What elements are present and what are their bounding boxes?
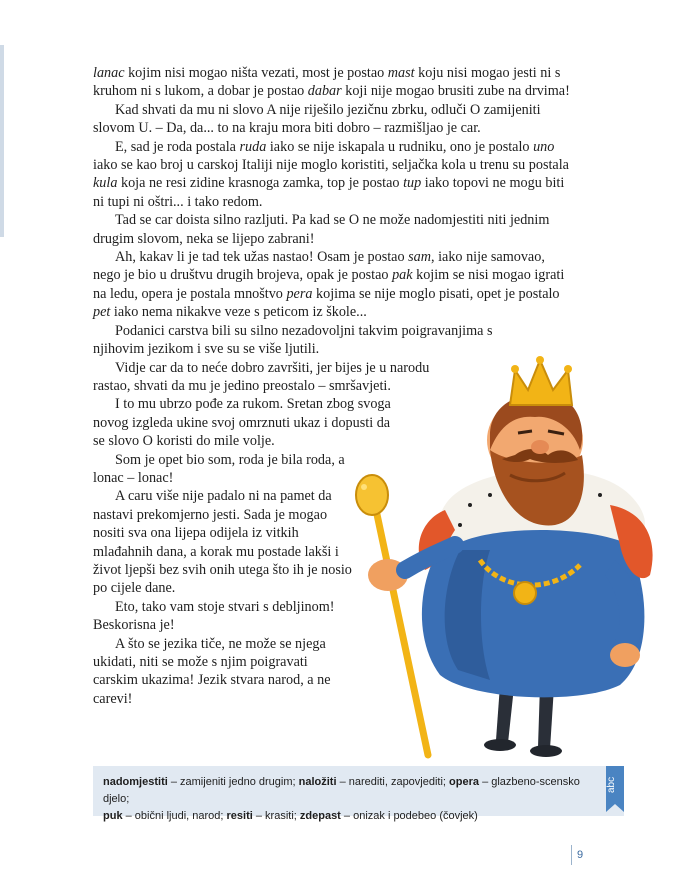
paragraph-8: I to mu ubrzo pođe za rukom. Sretan zbog svoga novog izgleda ukine svoj omrznuti ukaz i dopusti da se slovo O koristi do mile volje.: [93, 396, 391, 450]
paragraph-12: A što se jezika tiče, ne može se njega ukidati, niti se može s njim poigravati carskim ukazima! Jezik stvara narod, a ne carevi!: [93, 635, 331, 707]
king-illustration: [350, 355, 676, 765]
paragraph-3: E, sad je roda postala ruda iako se nije iskapala u rudniku, ono je postalo uno iako se kao broj u carskoj Italiji nije moglo koristiti, seljačka kola u trenu su postala kula koja ne resi zidine krasnoga zamka, top je postao tup iako topovi ne mogu biti ni tupi ni oštri... i tako redom.: [93, 138, 569, 210]
glossary-entry: naložiti – narediti, zapovjediti;: [298, 776, 450, 788]
page-number: 9: [577, 849, 584, 861]
glossary-entry: zdepast – onizak i podebeo (čovjek): [299, 810, 478, 822]
paragraph-11: Eto, tako vam stoje stvari s debljinom! Beskorisna je!: [93, 598, 335, 634]
glossary-entry: resiti – krasiti;: [226, 810, 300, 822]
king-shoe-right: [530, 745, 562, 757]
paragraph-7: Vidje car da to neće dobro završiti, jer bijes je u narodu rastao, shvati da mu je jedino preostalo – smršavjeti.: [93, 359, 430, 394]
paragraph-9: Som je opet bio som, roda je bila roda, a lonac – lonac!: [93, 451, 345, 486]
paragraph-10: A caru više nije padalo ni na pamet da nastavi prekomjerno jesti. Sada je mogao nositi sva ona lijepa odijela iz vitkih mlađahnih dana, a korak mu postade lakši i život ljepši bez svih onih utega što ih je nosio po cijele dane.: [93, 488, 352, 597]
king-hand-right: [610, 643, 640, 667]
paragraph-2: Kad shvati da mu ni slovo A nije riješilo jezičnu zbrku, odluči O zamijeniti slovom U. – Da, da... to na kraju mora biti dobro – razmišljao je car.: [93, 101, 541, 137]
king-scepter-orb: [356, 475, 388, 515]
paragraph-6: Podanici carstva bili su silno nezadovoljni takvim poigravanjima s njihovim jezikom i sve su se više ljutili.: [93, 322, 493, 358]
page-number-divider: [571, 845, 572, 865]
king-medallion: [514, 582, 536, 604]
paragraph-4: Tad se car doista silno razljuti. Pa kad se O ne može nadomjestiti niti jednim drugim slovom, neka se lijepo zabrani!: [93, 212, 550, 247]
glossary-entry: puk – obični ljudi, narod;: [103, 810, 227, 822]
glossary-entry: nadomjestiti – zamijeniti jedno drugim;: [103, 776, 299, 788]
king-nose: [531, 440, 549, 454]
page-edge-strip: [0, 45, 4, 237]
glossary-bookmark-tab: [606, 766, 624, 804]
paragraph-1: lanac kojim nisi mogao ništa vezati, most je postao mast koju nisi mogao jesti ni s kruhom ni s lukom, a dobar je postao dabar koji nije mogao brusiti zube na drvima!: [93, 65, 570, 100]
king-crown: [510, 360, 572, 405]
king-eye-left: [518, 431, 532, 433]
glossary-tab-label: abc: [606, 776, 617, 794]
glossary-entry: opera – glazbeno-scensko djelo;: [103, 776, 580, 805]
glossary-box: [93, 766, 624, 822]
paragraph-5: Ah, kakav li je tad tek užas nastao! Osam je postao sam, iako nije samovao, nego je bio u društvu drugih brojeva, opak je postao pak kojim se nisi mogao igrati na ledu, opera je postala mnoštvo pera kojima se nije moglo pisati, opet je postalo pet iako nema nikakve veze s peticom iz škole...: [93, 249, 565, 321]
king-shoe-left: [484, 739, 516, 751]
